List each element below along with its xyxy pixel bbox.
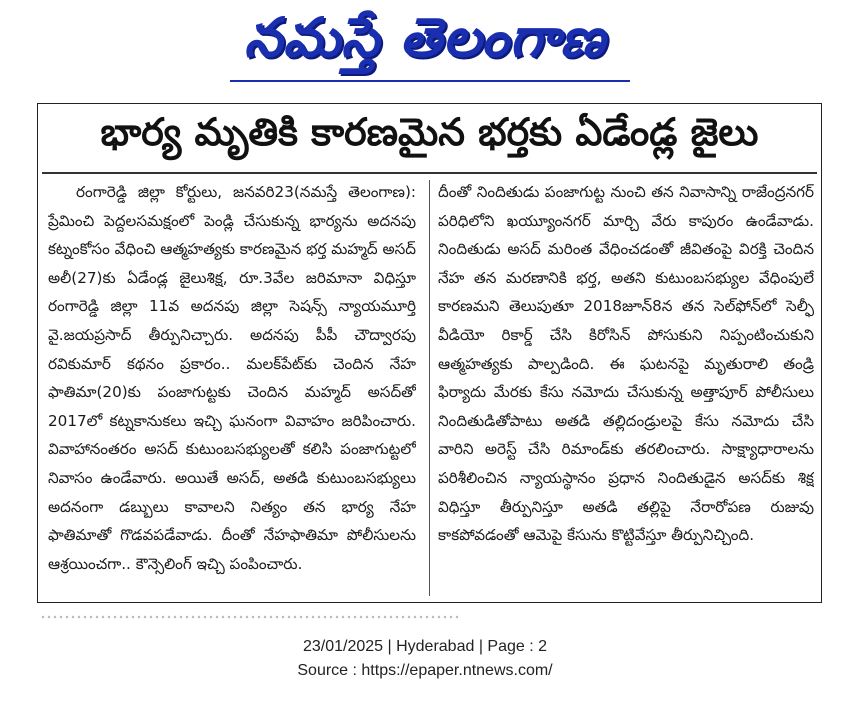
clipping-edge-artifact <box>40 614 460 620</box>
article-headline: భార్య మృతికి కారణమైన భర్తకు ఏడేండ్ల జైలు <box>100 110 759 154</box>
article-body-right: దీంతో నిందితుడు పంజాగుట్ట నుంచి తన నివాసాన్ని రాజేంద్రనగర్ పరిధిలోని ఖయ్యూంనగర్ మార్చి వేరు కాపురం ఉండేవాడు. నిందితుడు అసద్ మరింత వేధించడంతో జీవితంపై విరక్తి చెందిన నేహ తన మరణానికి భర్త, అతని కుటుంబసభ్యుల వేధింపులే కారణమని తెలుపుతూ 2018జూన్8న తన సెల్‌ఫోన్‌లో సెల్ఫీ వీడియో రికార్డ్ చేసి కిరోసిన్ పోసుకుని నిప్పంటించుకుని ఆత్మహత్యకు పాల్పడింది. ఈ ఘటనపై మృతురాలి తండ్రి ఫిర్యాదు మేరకు కేసు నమోదు చేసుకున్న అత్తాపూర్ పోలీసులు నిందితుడితోపాటు అతడి తల్లిదండ్రులపై కేసు నమోదు చేసి వారిని అరెస్ట్ చేసి రిమాండ్‌కు తరలించారు. సాక్ష్యాధారాలను పరిశీలించిన న్యాయస్థానం ప్రధాన నిందితుడైన అసద్‌కు శిక్ష విధిస్తూ తీర్పునిస్తూ అతడి తల్లిపై నేరారోపణ రుజువు కాకపోవడంతో ఆమెపై కేసును కొట్టివేస్తూ తీర్పునిచ్చింది. <box>438 183 814 545</box>
footer-source-link[interactable]: Source : https://epaper.ntnews.com/ <box>297 662 553 679</box>
footer-date-location-page: 23/01/2025 | Hyderabad | Page : 2 <box>302 638 548 655</box>
article-column-right <box>438 178 814 598</box>
article-column-left <box>48 178 416 598</box>
article-clipping <box>37 103 822 603</box>
newspaper-masthead: నమస్తే తెలంగాణ <box>244 5 606 69</box>
column-divider <box>429 180 430 596</box>
masthead-underline <box>230 80 630 82</box>
headline-divider <box>42 172 817 174</box>
article-body-left: రంగారెడ్డి జిల్లా కోర్టులు, జనవరి23(నమస్తే తెలంగాణ): ప్రేమించి పెద్దలసమక్షంలో పెండ్లి చేసుకున్న భార్యను అదనపు కట్నంకోసం వేధించి ఆత్మహత్యకు కారణమైన భర్త మహ్మద్ అసద్ అలీ(27)కు ఏడేండ్ల జైలుశిక్ష, రూ.3వేల జరిమానా విధిస్తూ రంగారెడ్డి జిల్లా 11వ అదనపు జిల్లా సెషన్స్ న్యాయమూర్తి వై.జయప్రసాద్ తీర్పునిచ్చారు. అదనపు పీపీ చౌద్వారపు రవికుమార్ కథనం ప్రకారం.. మలక్‌పేట్‌కు చెందిన నేహ ఫాతిమా(20)కు పంజాగుట్టకు చెందిన మహ్మద్ అసద్‌తో 2017లో కట్నకానుకలు ఇచ్చి ఘనంగా వివాహం జరిపించారు. వివాహానంతరం అసద్ కుటుంబసభ్యులతో కలిసి పంజాగుట్టలో నివాసం ఉండేవారు. అయితే అసద్, అతడి కుటుంబసభ్యులు అదనంగా డబ్బులు కావాలని నిత్యం తన భార్య నేహ ఫాతిమాతో గొడవపడేవాడు. దీంతో నేహఫాతిమా పోలీసులను ఆశ్రయించగా.. కౌన్సెలింగ్ ఇచ్చి పంపించారు. <box>48 183 416 573</box>
